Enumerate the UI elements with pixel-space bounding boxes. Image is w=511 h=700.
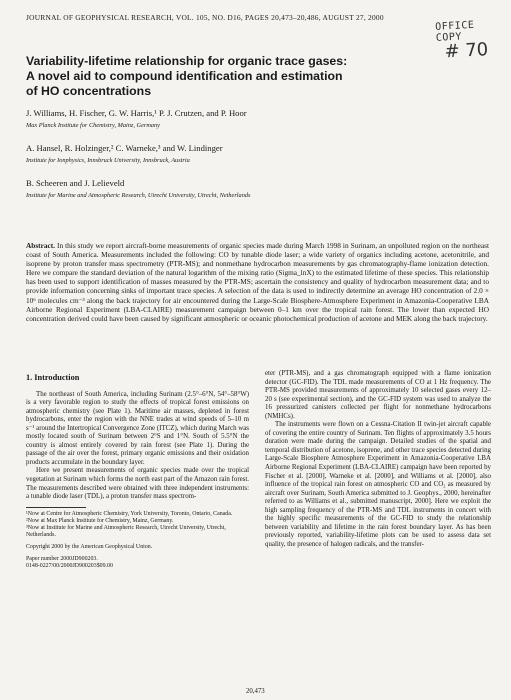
section-heading: 1. Introduction — [26, 373, 80, 382]
footnote-2: ²Now at Max Planck Institute for Chemistry, Mainz, Germany. — [26, 517, 174, 524]
footnote-1: ¹Now at Centre for Atmospheric Chemistry, York University, Toronto, Ontario, Canada. — [26, 510, 233, 517]
title-line-1: Variability-lifetime relationship for organic trace gases: — [26, 54, 348, 68]
intro-paragraph-1: The northeast of South America, including Surinam (2.5°–6°N, 54°–58°W) is a very favorable region to study the effects of tropical forest emissions on atmospheric chemistry (see Plate 1). Maritime air masses, depleted in forest hydrocarbons, enter the region with the NNE trades at wind speeds of 5–10 m s⁻¹ around the Intertropical Convergence Zone (ITCZ), which during March was mostly located south of Surinam between 2°S and 1°N. South of 5.5°N the country is almost entirely covered by rain forest (see Plate 1). During the passage of the air over the forest, primary organic emissions and their oxidation products accumulate in the boundary layer. — [26, 390, 249, 466]
issn-code: 0148-0227/00/2000JD900203$09.00 — [26, 562, 113, 569]
affiliation-3: Institute for Marine and Atmospheric Research, Utrecht University, Utrecht, Netherlands — [26, 192, 251, 199]
abstract-label: Abstract. — [26, 241, 55, 250]
right-paragraph-2: The instruments were flown on a Cessna-Citation II twin-jet aircraft capable of covering the entire country of Surinam. Ten flights of approximately 3.5 hours duration were made during the campaign. Detailed studies of the spatial and temporal distribution of acetone, isoprene, and other trace species detected during Large-Scale Biosphere Atmosphere Experiment in Amazonia-Cooperative LBA Airborne Regional Experiment (LBA-CLAIRE) campaign have been reported by Fischer et al. [2000], Warneke et al. [2000], and Williams et al. [2000], also influence of the tropical rain forest on atmospheric CO and CO₂ as measured by aircraft over Surinam, South America submitted to J. Geophys., 2000, hereinafter referred to as Williams et al., submitted manuscript, 2000]. Here we exploit the high sampling frequency of the PTR-MS and TDL instruments in concert with the highly specific measurements of the GC-FID to study the relationship between variability and lifetime in the rain forest boundary layer. As has been previously reported, variability-lifetime plots can be used to assess data set quality, the presence of halogen radicals, and the transfer- — [265, 421, 491, 548]
page-number: 20,473 — [246, 688, 265, 695]
author-list-3: B. Scheeren and J. Lelieveld — [26, 178, 125, 188]
footnote-3: ³Now at Institute for Marine and Atmospheric Research, Utrecht University, Utrecht, Netherlands. — [26, 525, 226, 539]
title-line-2: A novel aid to compound identification and estimation — [26, 69, 343, 83]
right-column — [265, 370, 491, 549]
right-paragraph-1: eter (PTR-MS), and a gas chromatograph equipped with a flame ionization detector (GC-FID). The TDL made measurements of CO at 1 Hz frequency. The PTR-MS provided measurements of approximately 10 selected gases every 12–20 s (see experimental section), and the GC-FID system was used to analyze the 16 pressurized canisters collected per flight for nonmethane hydrocarbons (NMHCs). — [265, 370, 491, 420]
paper-number: Paper number 2000JD900203. — [26, 555, 98, 562]
title-line-3: of HO concentrations — [26, 84, 152, 98]
stamp-line-2: # 70 — [444, 39, 489, 63]
abstract — [26, 241, 489, 323]
author-list-1: J. Williams, H. Fischer, G. W. Harris,¹ P. J. Crutzen, and P. Hoor — [26, 108, 247, 118]
article-title — [26, 54, 446, 99]
affiliation-2: Institute for Ionphysics, Innsbruck University, Innsbruck, Austria — [26, 157, 190, 164]
affiliation-1: Max Planck Institute for Chemistry, Mainz, Germany — [26, 122, 160, 129]
stamp-line-1: OFFICE COPY — [434, 19, 475, 44]
running-head: JOURNAL OF GEOPHYSICAL RESEARCH, VOL. 105, NO. D16, PAGES 20,473–20,486, AUGUST 27, 2000 — [26, 13, 384, 22]
footnote-rule — [26, 507, 86, 508]
intro-paragraph-2: Here we present measurements of organic species made over the tropical vegetation at Surinam which forms the north east part of the Amazon rain forest. The measurements described were obtained with three independent instruments: a tunable diode laser (TDL), a proton transfer mass spectrom- — [26, 467, 249, 501]
copyright-notice: Copyright 2000 by the American Geophysical Union. — [26, 544, 153, 551]
left-column — [26, 374, 249, 570]
author-list-2: A. Hansel, R. Holzinger,² C. Warneke,³ and W. Lindinger — [26, 143, 223, 153]
abstract-text: In this study we report aircraft-borne measurements of organic species made during March 1998 in Surinam, an unpolluted region on the northeast coast of South America. Measurements included the following: CO by tunable diode laser; a wide variety of organics including acetone, acetonitrile, and isoprene by proton transfer mass spectrometry (PTR-MS); and nonmethane hydrocarbon measurements by gas chromatography-flame ionization detection. Here we compare the standard deviation of the natural logarithm of the mixing ratio (Sigma_lnX) to the estimated lifetime of these species. This relationship has been used to support identification of masses measured by the PTR-MS; ascertain the consistency and quality of hydrocarbon measurement data; and to provide information concerning sinks of important trace species. A selection of the data is used to indirectly determine an average HO concentration of 2.0 × 10⁶ molecules cm⁻³ along the back trajectory for air encountered during the Large-Scale Biosphere-Atmosphere Experiment in Amazonia-Cooperative LBA Airborne Regional Experiment (LBA-CLAIRE) measurement campaign between 0–1 km over the tropical rain forest. The lower than expected HO concentration derived could have been caused by significant atmospheric or oceanic photochemical production of acetone and MEK along the back trajectory. — [26, 241, 489, 323]
